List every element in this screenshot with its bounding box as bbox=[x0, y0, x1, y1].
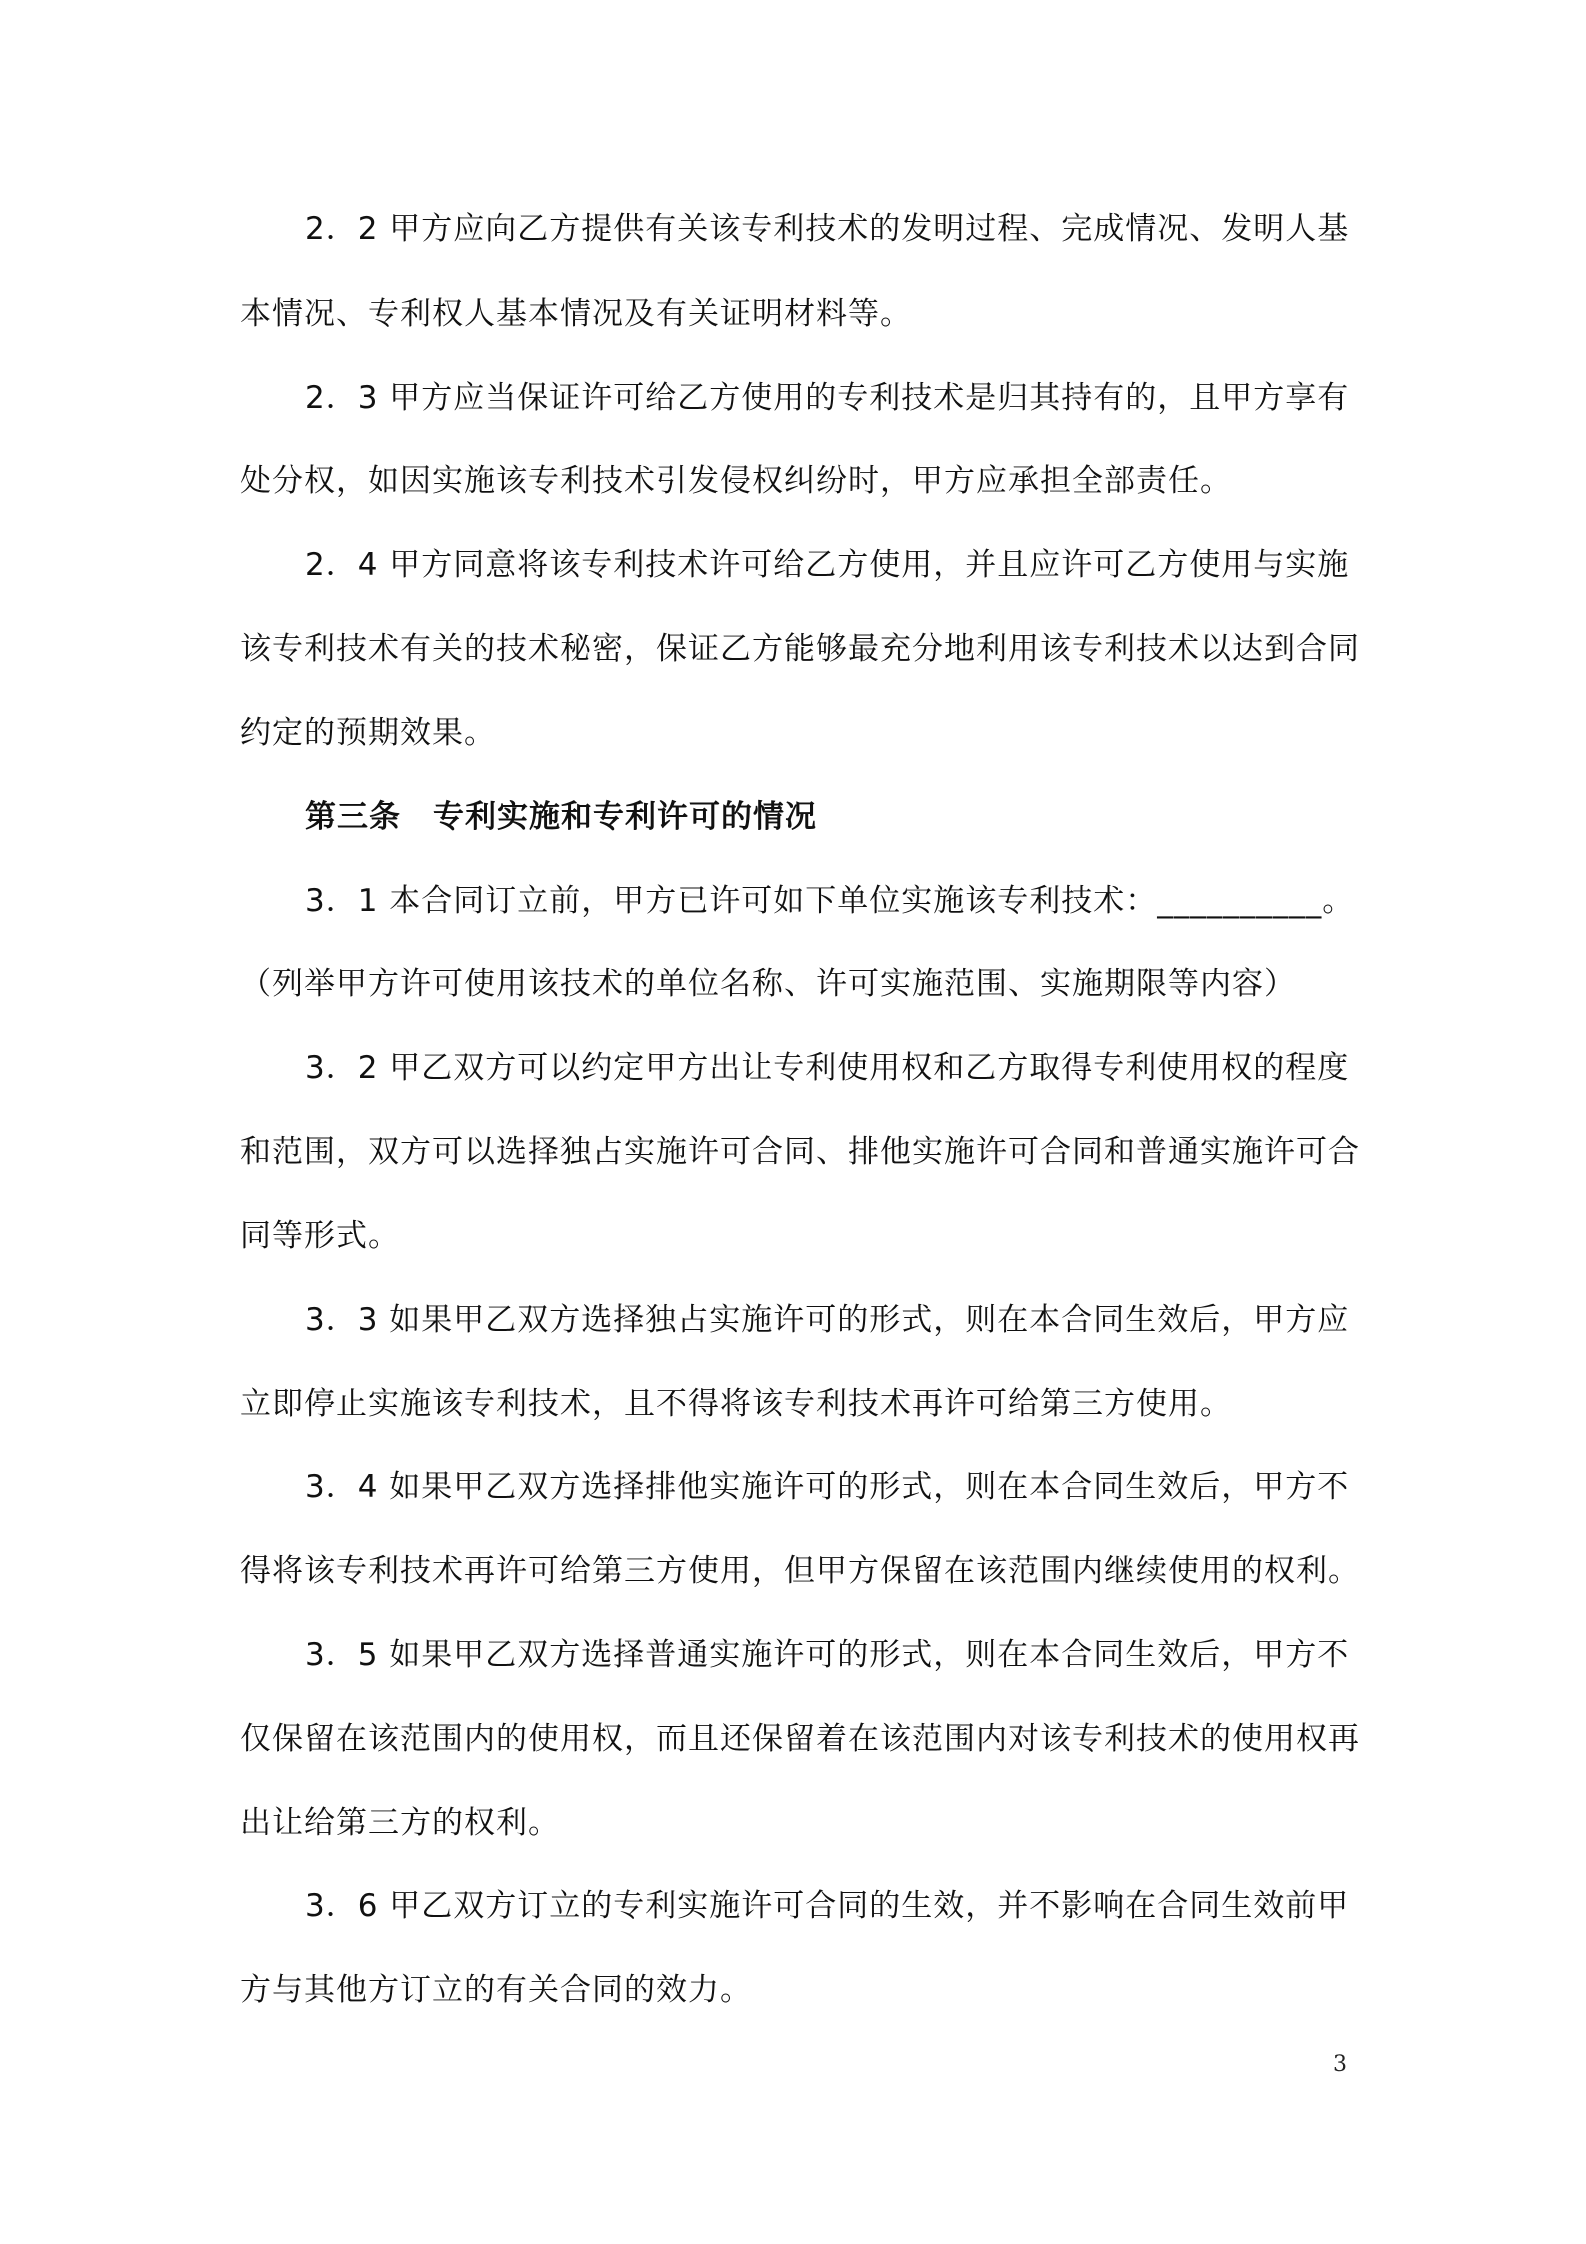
clause-3-1-line-2: （列举甲方许可使用该技术的单位名称、许可实施范围、实施期限等内容） bbox=[240, 966, 1296, 1002]
clause-3-2-line-3: 同等形式。 bbox=[240, 1218, 400, 1254]
clause-2-4-line-3: 约定的预期效果。 bbox=[240, 715, 496, 751]
clause-3-2-line-2: 和范围，双方可以选择独占实施许可合同、排他实施许可合同和普通实施许可合 bbox=[240, 1134, 1360, 1170]
clause-3-3-line-2: 立即停止实施该专利技术，且不得将该专利技术再许可给第三方使用。 bbox=[240, 1386, 1232, 1422]
clause-3-6-line-2: 方与其他方订立的有关合同的效力。 bbox=[240, 1972, 752, 2008]
clause-3-3-line-1: 3．3 如果甲乙双方选择独占实施许可的形式，则在本合同生效后，甲方应 bbox=[305, 1302, 1350, 1338]
clause-3-5-line-3: 出让给第三方的权利。 bbox=[240, 1805, 560, 1841]
clause-2-3-line-1: 2．3 甲方应当保证许可给乙方使用的专利技术是归其持有的，且甲方享有 bbox=[305, 380, 1350, 416]
clause-2-4-line-2: 该专利技术有关的技术秘密，保证乙方能够最充分地利用该专利技术以达到合同 bbox=[240, 631, 1360, 667]
clause-2-3-line-2: 处分权，如因实施该专利技术引发侵权纠纷时，甲方应承担全部责任。 bbox=[240, 463, 1232, 499]
clause-2-4-line-1: 2．4 甲方同意将该专利技术许可给乙方使用，并且应许可乙方使用与实施 bbox=[305, 547, 1350, 583]
clause-2-2-line-1: 2．2 甲方应向乙方提供有关该专利技术的发明过程、完成情况、发明人基 bbox=[305, 211, 1350, 247]
clause-3-2-line-1: 3．2 甲乙双方可以约定甲方出让专利使用权和乙方取得专利使用权的程度 bbox=[305, 1050, 1350, 1086]
clause-3-6-line-1: 3．6 甲乙双方订立的专利实施许可合同的生效，并不影响在合同生效前甲 bbox=[305, 1888, 1350, 1924]
clause-3-5-line-1: 3．5 如果甲乙双方选择普通实施许可的形式，则在本合同生效后，甲方不 bbox=[305, 1637, 1350, 1673]
page-number: 3 bbox=[1333, 2052, 1347, 2077]
clause-2-2-line-2: 本情况、专利权人基本情况及有关证明材料等。 bbox=[240, 296, 912, 332]
clause-3-5-line-2: 仅保留在该范围内的使用权，而且还保留着在该范围内对该专利技术的使用权再 bbox=[240, 1721, 1360, 1757]
clause-3-4-line-1: 3．4 如果甲乙双方选择排他实施许可的形式，则在本合同生效后，甲方不 bbox=[305, 1469, 1350, 1505]
clause-3-4-line-2: 得将该专利技术再许可给第三方使用，但甲方保留在该范围内继续使用的权利。 bbox=[240, 1553, 1360, 1589]
article-3-heading: 第三条 专利实施和专利许可的情况 bbox=[305, 799, 817, 835]
clause-3-1-line-1: 3．1 本合同订立前，甲方已许可如下单位实施该专利技术：__________。 bbox=[305, 883, 1355, 919]
